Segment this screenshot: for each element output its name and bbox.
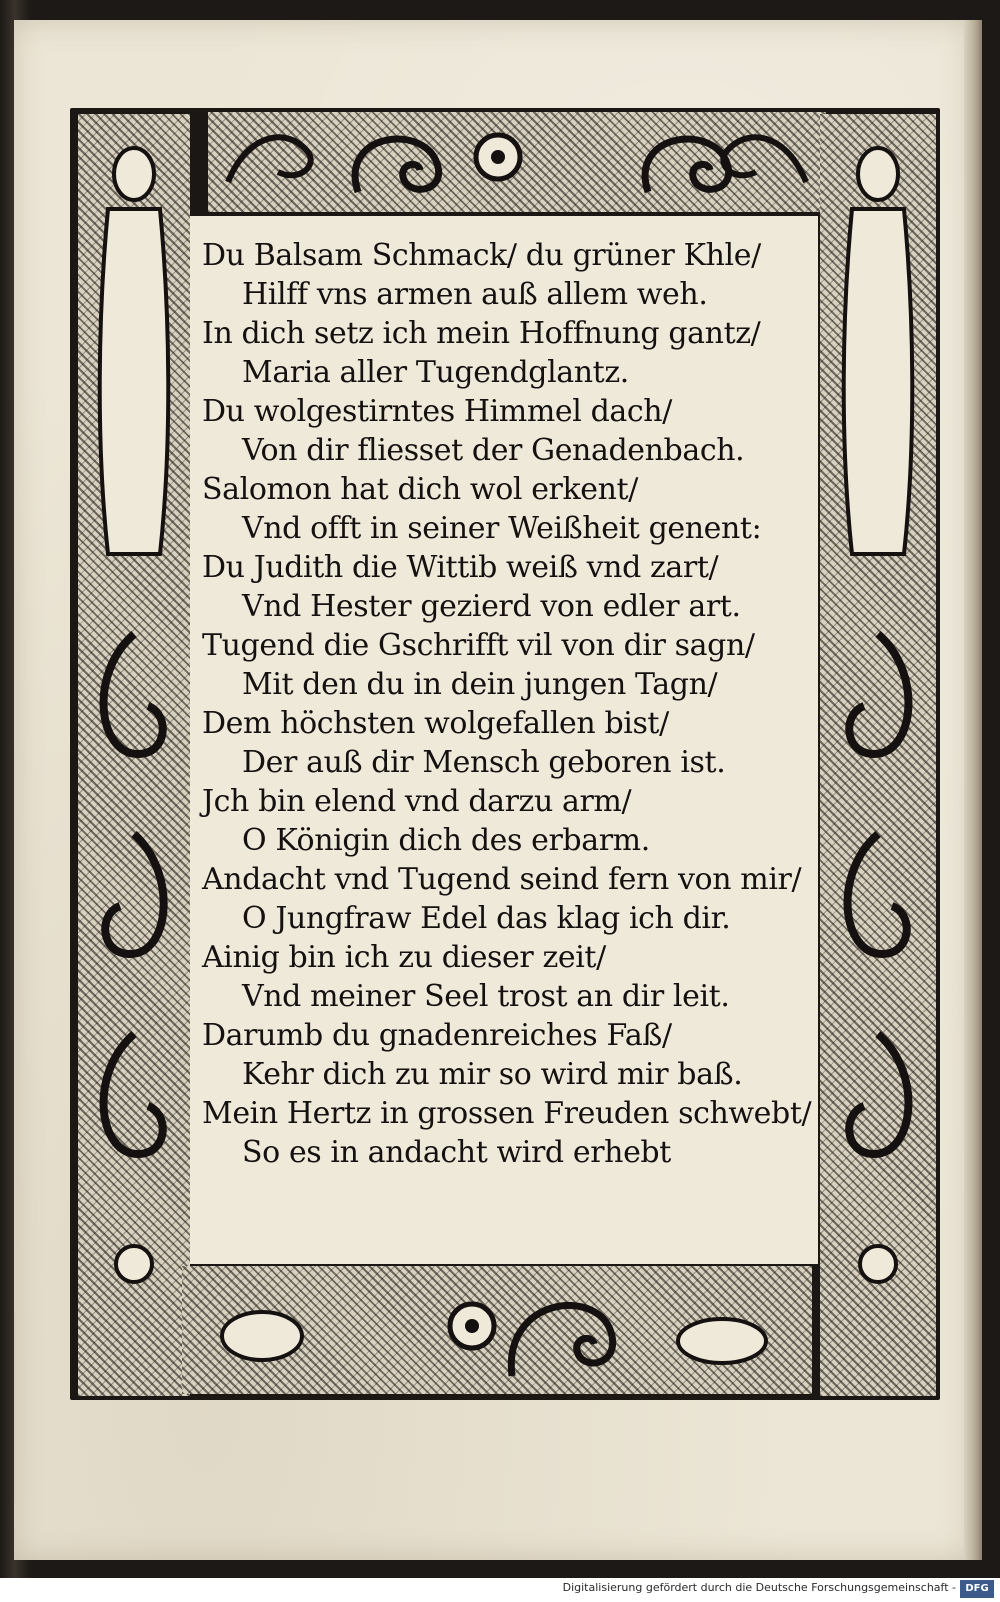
verse-line: Mit den du in dein jungen Tagn/ (242, 667, 718, 702)
verse-line: Andacht vnd Tugend seind fern von mir/ (202, 862, 802, 897)
verse-line: Vnd offt in seiner Weißheit genent: (242, 511, 762, 546)
figure-ornament-icon (820, 114, 936, 1396)
verse-line: So es in andacht wird erhebt (242, 1135, 671, 1170)
left-ornament-panel (78, 114, 190, 1396)
verse-list (202, 236, 814, 1172)
verse-line: In dich setz ich mein Hoffnung gantz/ (202, 316, 761, 351)
verse-line: Hilff vns armen auß allem weh. (242, 277, 708, 312)
bottom-ornament-panel (182, 1266, 812, 1394)
verse-line: Jch bin elend vnd darzu arm/ (202, 784, 632, 819)
verse-line: Du Judith die Wittib weiß vnd zart/ (202, 550, 719, 585)
verse-line: O Königin dich des erbarm. (242, 823, 650, 858)
verse-line: Ainig bin ich zu dieser zeit/ (202, 940, 606, 975)
verse-line: Kehr dich zu mir so wird mir baß. (242, 1057, 743, 1092)
right-ornament-panel (820, 114, 936, 1396)
top-ornament-panel (208, 112, 826, 212)
funding-credit: Digitalisierung gefördert durch die Deutsche Forschungsgemeinschaft - (562, 1581, 956, 1594)
verse-line: Du Balsam Schmack/ du grüner Khle/ (202, 238, 761, 273)
verse-line: Mein Hertz in grossen Freuden schwebt/ (202, 1096, 812, 1131)
verse-line: Salomon hat dich wol erkent/ (202, 472, 638, 507)
scroll-ornament-icon (208, 112, 826, 212)
verse-line: Von dir fliesset der Genadenbach. (242, 433, 745, 468)
verse-line: Maria aller Tugendglantz. (242, 355, 629, 390)
figure-ornament-icon (78, 114, 190, 1396)
verse-line: Tugend die Gschrifft vil von dir sagn/ (202, 628, 755, 663)
page-edge (964, 20, 982, 1560)
verse-line: Darumb du gnadenreiches Faß/ (202, 1018, 672, 1053)
verse-line: Vnd meiner Seel trost an dir leit. (242, 979, 730, 1014)
dfg-logo: DFG (960, 1580, 994, 1598)
verse-line: Du wolgestirntes Himmel dach/ (202, 394, 672, 429)
verse-line: Dem höchsten wolgefallen bist/ (202, 706, 669, 741)
verse-line: Der auß dir Mensch geboren ist. (242, 745, 726, 780)
scroll-ornament-icon (182, 1266, 812, 1394)
verse-line: O Jungfraw Edel das klag ich dir. (242, 901, 731, 936)
verse-line: Vnd Hester gezierd von edler art. (242, 589, 741, 624)
